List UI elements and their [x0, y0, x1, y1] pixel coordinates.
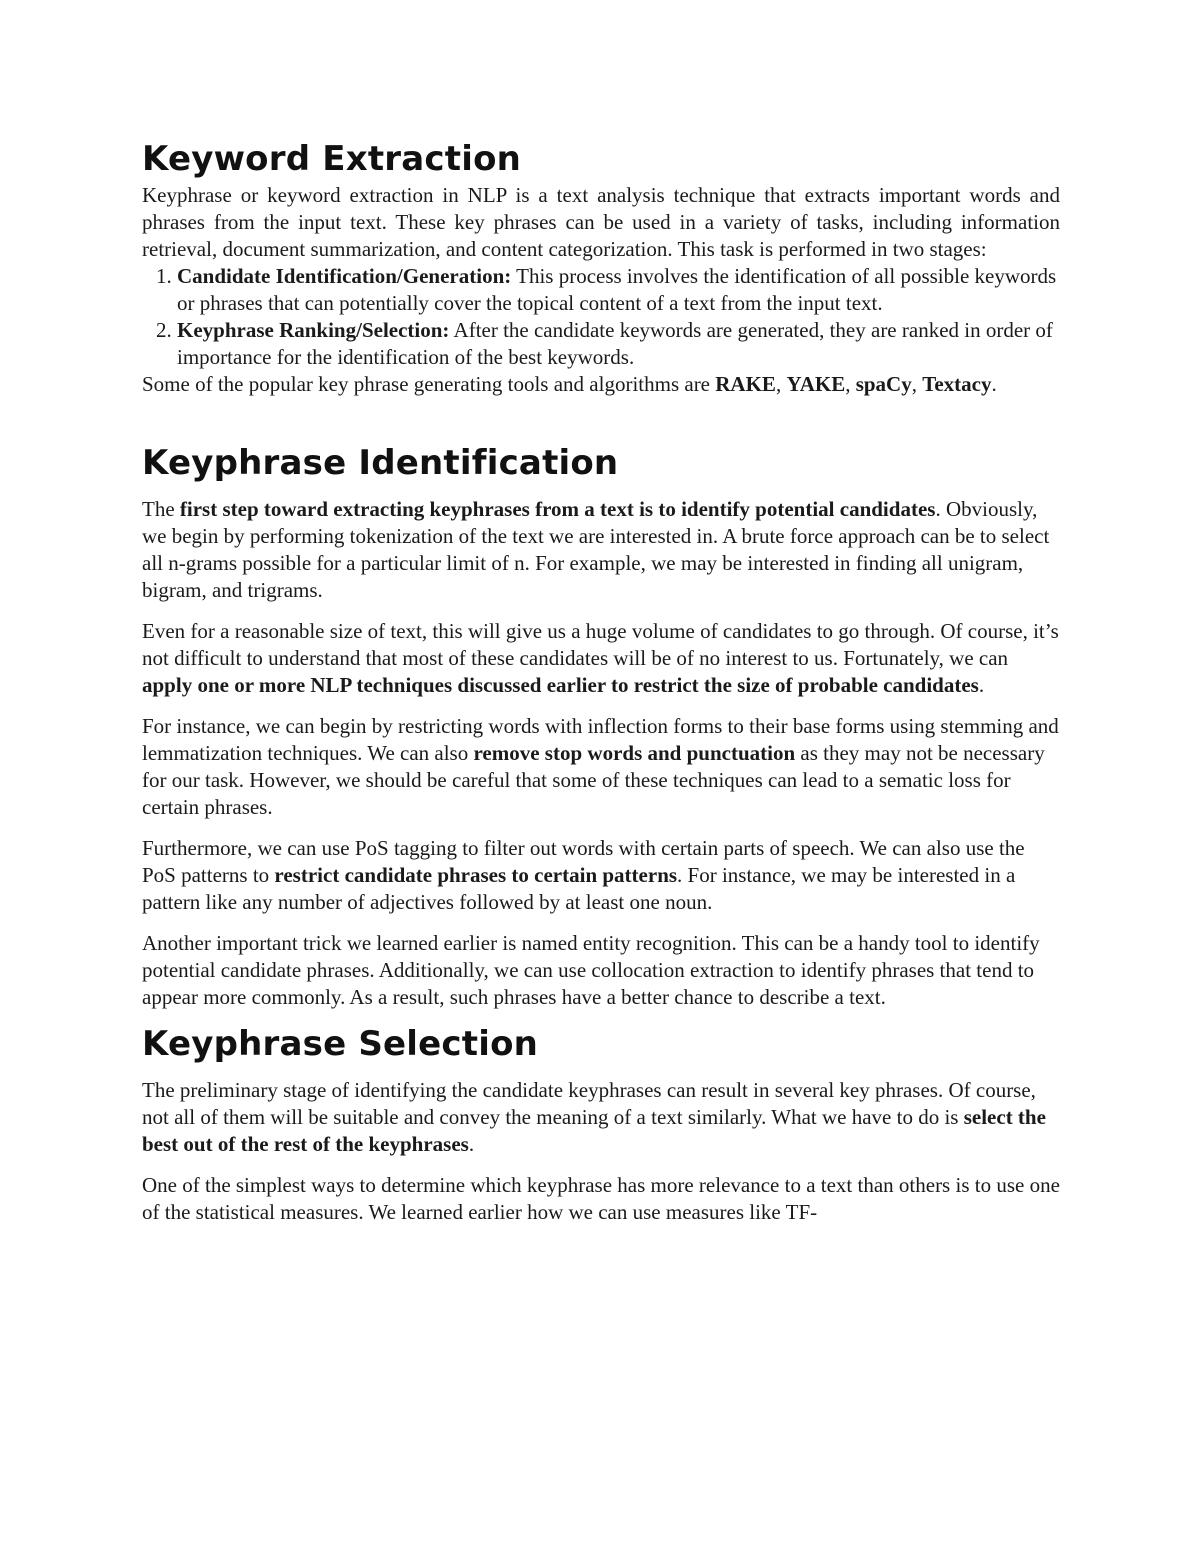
selection-paragraph-1: [142, 1077, 1060, 1158]
step-2-text: After the candidate keywords are generated, they are ranked in order of importance for the identification of the best keywords.: [177, 318, 1053, 369]
text-run: For instance, we can begin by restricting words with inflection forms to their base forms using stemming and lemmatization techniques. We can also: [142, 714, 1059, 765]
text-run: . For instance, we may be interested in a pattern like any number of adjectives followed by at least one noun.: [142, 863, 1016, 914]
text-run: .: [468, 1132, 475, 1156]
list-item: [177, 263, 1060, 317]
identification-paragraph-5: Another important trick we learned earlier is named entity recognition. This can be a handy tool to identify potential candidate phrases. Additionally, we can use collocation extraction to identify phrases that tend to appear more commonly. As a result, such phrases have a better chance to describe a text.: [142, 931, 1040, 1009]
tools-prefix: Some of the popular key phrase generating tools and algorithms are: [142, 372, 716, 396]
extraction-stages-list: [142, 263, 1060, 371]
identification-paragraph-4: [142, 835, 1060, 916]
text-run: The: [142, 497, 180, 521]
text-run: The preliminary stage of identifying the candidate keyphrases can result in several key phrases. Of course, not all of them will be suitable and convey the meaning of a text similarly. What we have to do is: [142, 1078, 1036, 1129]
tools-separator: ,: [911, 372, 923, 396]
document-page: [142, 138, 1060, 1226]
identification-paragraph-1: [142, 496, 1060, 604]
text-run: as they may not be necessary for our task. However, we should be careful that some of these techniques can lead to a sematic loss for certain phrases.: [142, 741, 1045, 819]
list-item: [177, 317, 1060, 371]
tools-end: .: [991, 372, 997, 396]
tool-yake: YAKE: [786, 372, 846, 396]
text-run: .: [978, 673, 985, 697]
keyword-extraction-intro: Keyphrase or keyword extraction in NLP is a text analysis technique that extracts important words and phrases from the input text. These key phrases can be used in a variety of tasks, including information retrieval, document summarization, and content categorization. This task is performed in two stages:: [142, 183, 1060, 261]
step-1-text: This process involves the identification of all possible keywords or phrases that can potentially cover the topical content of a text from the input text.: [177, 264, 1057, 315]
tools-paragraph: [142, 371, 1060, 398]
bold-text-run: first step toward extracting keyphrases from a text is to identify potential candidates: [179, 497, 936, 521]
heading-keyphrase-selection: Keyphrase Selection: [142, 1024, 539, 1064]
step-2-title: Keyphrase Ranking/Selection:: [177, 318, 450, 342]
bold-text-run: restrict candidate phrases to certain patterns: [274, 863, 678, 887]
bold-text-run: remove stop words and punctuation: [473, 741, 796, 765]
tools-separator: ,: [845, 372, 856, 396]
tool-rake: RAKE: [715, 372, 776, 396]
text-run: Furthermore, we can use PoS tagging to filter out words with certain parts of speech. We can also use the PoS patterns to: [142, 836, 1025, 887]
bold-text-run: apply one or more NLP techniques discussed earlier to restrict the size of probable candidates: [142, 673, 979, 697]
heading-keyword-extraction: Keyword Extraction: [142, 139, 522, 179]
bold-text-run: select the best out of the rest of the keyphrases: [142, 1105, 1046, 1156]
tool-textacy: Textacy: [922, 372, 992, 396]
identification-paragraph-2: [142, 618, 1060, 699]
text-run: Even for a reasonable size of text, this will give us a huge volume of candidates to go through. Of course, it’s not difficult to understand that most of these candidates will be of no interest to us. Fortunately, we can: [142, 619, 1059, 670]
selection-paragraph-2: One of the simplest ways to determine which keyphrase has more relevance to a text than others is to use one of the statistical measures. We learned earlier how we can use measures like TF-: [142, 1173, 1060, 1224]
heading-keyphrase-identification: Keyphrase Identification: [142, 443, 619, 483]
identification-paragraph-3: [142, 713, 1060, 821]
step-1-title: Candidate Identification/Generation:: [177, 264, 512, 288]
tools-separator: ,: [775, 372, 787, 396]
tool-spacy: spaCy: [855, 372, 912, 396]
text-run: . Obviously, we begin by performing tokenization of the text we are interested in. A brute force approach can be to select all n-grams possible for a particular limit of n. For example, we may be interested in finding all unigram, bigram, and trigrams.: [142, 497, 1050, 602]
